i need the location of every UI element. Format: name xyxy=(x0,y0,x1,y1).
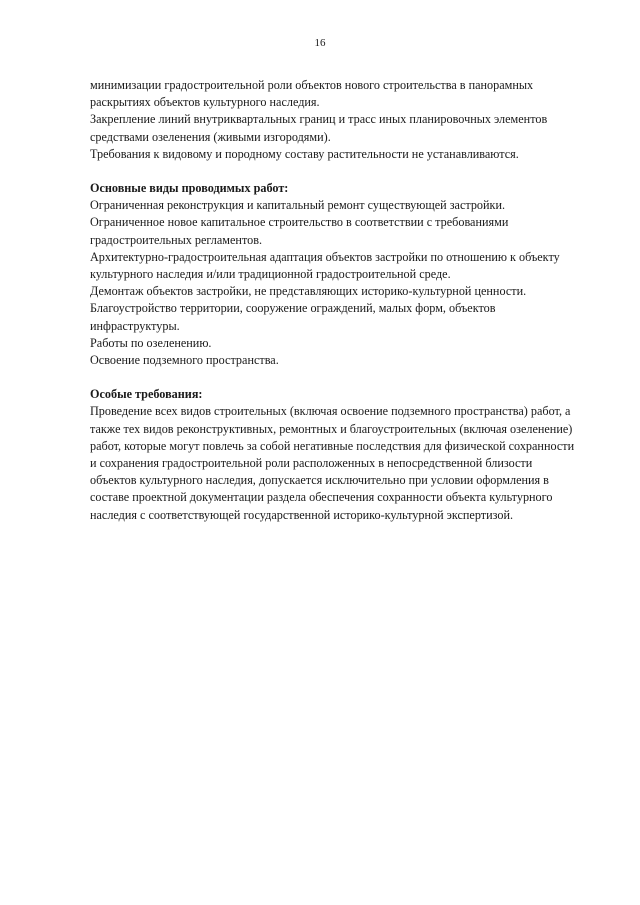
text-line: Работы по озеленению. xyxy=(90,335,212,350)
text-line: Требования к видовому и породному составу растительности не устанавливаются. xyxy=(90,146,519,161)
text-line: градостроительных регламентов. xyxy=(90,232,262,247)
text-line: составе проектной документации раздела обеспечения сохранности объекта культурного xyxy=(90,490,553,505)
text-line: и сохранения градостроительной роли расположенных в непосредственной близости xyxy=(90,456,533,471)
text-line: Архитектурно-градостроительная адаптация объектов застройки по отношению к объекту xyxy=(90,249,560,264)
text-line: Ограниченная реконструкция и капитальный ремонт существующей застройки. xyxy=(90,198,506,213)
paragraph-spacer xyxy=(90,369,615,386)
text-line: наследия с соответствующей государственной историко-культурной экспертизой. xyxy=(90,507,514,522)
text-line: Ограниченное новое капитальное строительство в соответствии с требованиями xyxy=(90,215,509,230)
works-section xyxy=(90,180,615,369)
text-line: Освоение подземного пространства. xyxy=(90,353,279,368)
text-line: Демонтаж объектов застройки, не представляющих историко-культурной ценности. xyxy=(90,284,527,299)
page-number: 16 xyxy=(314,37,326,49)
text-line: объектов культурного наследия, допускается исключительно при условии оформления в xyxy=(90,473,549,488)
text-line: раскрытиях объектов культурного наследия. xyxy=(90,95,320,110)
text-line: Закрепление линий внутриквартальных границ и трасс иных планировочных элементов xyxy=(90,112,548,127)
text-line: работ, которые могут повлечь за собой негативные последствия для физической сохранности xyxy=(90,438,575,453)
text-line: Благоустройство территории, сооружение ограждений, малых форм, объектов xyxy=(90,301,496,316)
section-heading-works: Основные виды проводимых работ: xyxy=(90,181,289,196)
text-line: средствами озеленения (живыми изгородями). xyxy=(90,129,331,144)
text-line: Проведение всех видов строительных (включая освоение подземного пространства) работ, а xyxy=(90,404,571,419)
paragraph-spacer xyxy=(90,163,615,180)
intro-block xyxy=(90,77,615,163)
text-line: инфраструктуры. xyxy=(90,318,180,333)
special-requirements-section xyxy=(90,386,615,524)
document-body xyxy=(90,77,615,524)
section-heading-special: Особые требования: xyxy=(90,387,203,402)
text-line: также тех видов реконструктивных, ремонтных и благоустроительных (включая озеленение) xyxy=(90,421,573,436)
text-line: минимизации градостроительной роли объектов нового строительства в панорамных xyxy=(90,78,534,92)
text-line: культурного наследия и/или традиционной градостроительной среде. xyxy=(90,267,451,282)
